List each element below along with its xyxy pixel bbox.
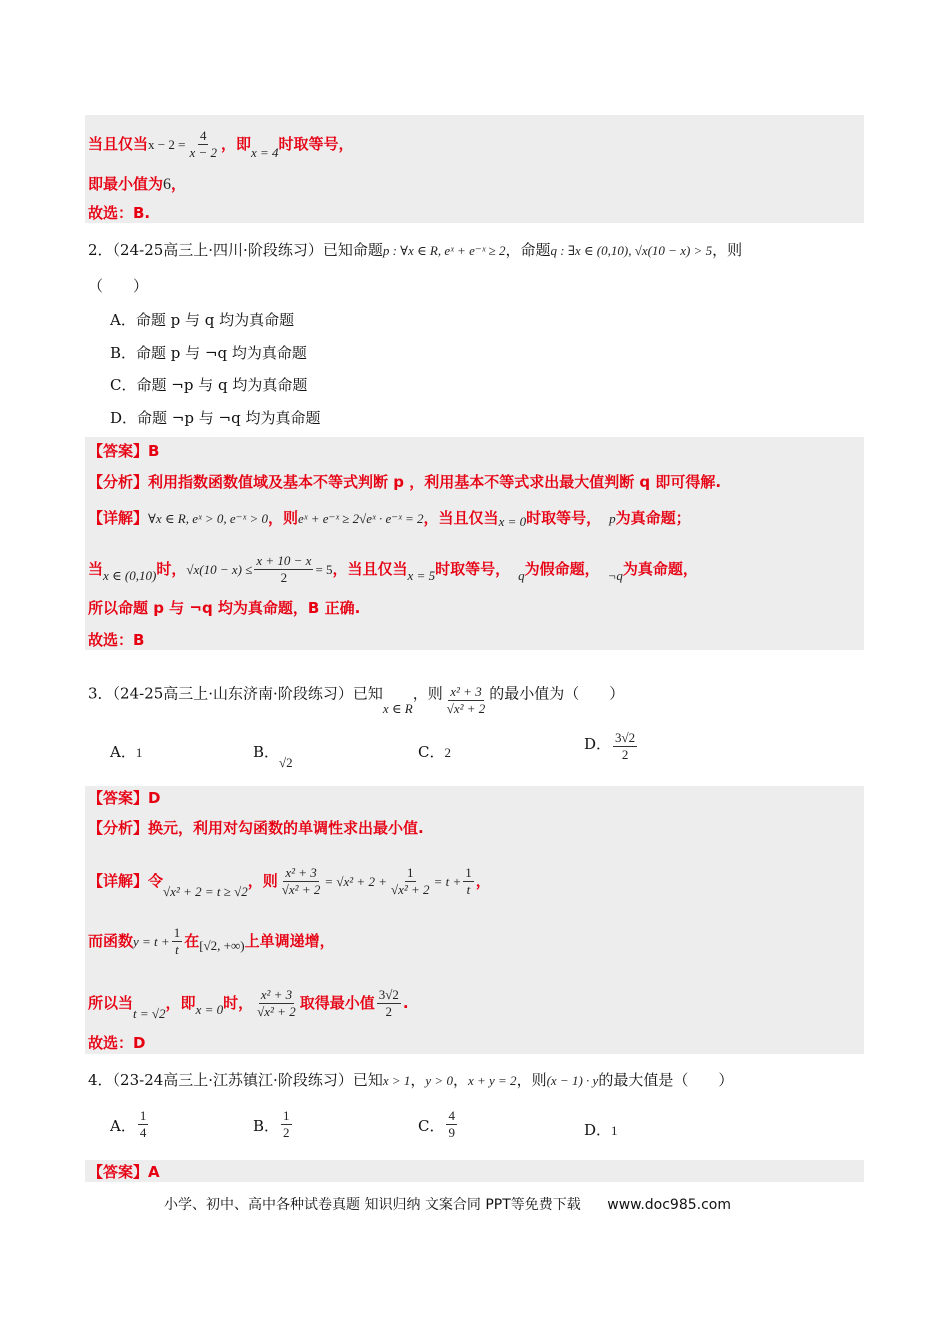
q3-choose: 故选：D [88,1034,146,1052]
q2-option-d[interactable]: D．命题 ¬p 与 ¬q 均为真命题 [110,409,321,427]
q3-option-c[interactable]: C．2 [418,743,451,761]
q2-option-b[interactable]: B．命题 p 与 ¬q 均为真命题 [110,344,307,362]
q3-analysis: 【分析】换元，利用对勾函数的单调性求出最小值. [88,819,424,837]
q2-paren: （ ） [88,277,149,295]
q3-detail-3: 所以当t = √2，即x = 0时， $\frac{\text{x² + 3}}{\text{√x² + 2}}$ 取得最小值 $\frac{3√2}{2}$ . [88,987,409,1021]
solution-block-4 [85,1160,864,1182]
q3-detail-1: 【详解】令√x² + 2 = t ≥ √2，则 $\frac{\text{x² + 3}}{\text{√x² + 2}}$ = √x² + 2 + $\frac{1}{\text{√x² + 2}}$ = t + $\frac{1}{t}$ ， [88,865,491,899]
q3-stem: 3．（24-25高三上·山东济南·阶段练习）已知x ∈ R，则 $\frac{\text{x² + 3}}{\text{√x² + 2}}$ 的最小值为（ ） [88,684,625,716]
q4-stem: 4．（23-24高三上·江苏镇江·阶段练习）已知x > 1，y > 0，x + y = 2，则(x − 1) · y的最大值是（ ） [88,1071,734,1089]
q3-option-a[interactable]: A．1 [110,743,143,761]
q3-answer: 【答案】D [88,789,161,807]
q4-answer: 【答案】A [88,1163,160,1181]
page-footer [164,1194,731,1214]
q2-option-c[interactable]: C．命题 ¬p 与 q 均为真命题 [110,376,308,394]
q2-detail-2: 当x ∈ (0,10)时，√x(10 − x) ≤ $\frac{x + 10 - x}{2}$ = 5，当且仅当x = 5时取等号， q为假命题， ¬q为真命题， [88,553,698,585]
solution-block-2 [85,437,864,650]
b1-line3: 故选：B. [88,204,151,222]
q4-option-d[interactable]: D．1 [584,1121,618,1139]
q4-option-a[interactable]: A． $\frac{1}{4}$ [110,1108,147,1140]
q2-analysis: 【分析】利用指数函数值域及基本不等式判断 p ，利用基本不等式求出最大值判断 q 即可得解. [88,473,722,491]
q3-detail-2: 而函数y = t + $\frac{1}{t}$ 在[√2, +∞)上单调递增， [88,925,335,957]
footer-url[interactable]: www.doc985.com [607,1197,731,1213]
q4-option-c[interactable]: C． $\frac{4}{9}$ [418,1108,455,1140]
q4-option-b[interactable]: B． $\frac{1}{2}$ [253,1108,290,1140]
q2-choose: 故选：B [88,631,145,649]
q2-answer: 【答案】B [88,442,160,460]
q2-detail-3: 所以命题 p 与 ¬q 均为真命题，B 正确. [88,599,361,617]
b1-line2: 即最小值为6， [88,175,187,193]
footer-text: 小学、初中、高中各种试卷真题 知识归纳 文案合同 PPT等免费下载 [164,1197,581,1213]
q2-detail-1: 【详解】∀x ∈ R, eˣ > 0, e⁻ˣ > 0，则eˣ + e⁻ˣ ≥ 2√eˣ · e⁻ˣ = 2，当且仅当x = 0时取等号， p为真命题； [88,509,691,529]
q3-option-d[interactable]: D． $\frac{3√2}{2}$ [584,730,636,762]
b1-line1: 当且仅当x − 2 = $\frac{4}{x - 2}$ ，即x = 4时取等号， [88,128,354,160]
q2-option-a[interactable]: A．命题 p 与 q 均为真命题 [110,311,295,329]
q3-option-b[interactable]: B．√2 [253,743,293,770]
q2-stem: 2．（24-25高三上·四川·阶段练习）已知命题p : ∀x ∈ R, eˣ + e⁻ˣ ≥ 2，命题q : ∃x ∈ (0,10), √x(10 − x) > 5，则 [88,241,743,259]
